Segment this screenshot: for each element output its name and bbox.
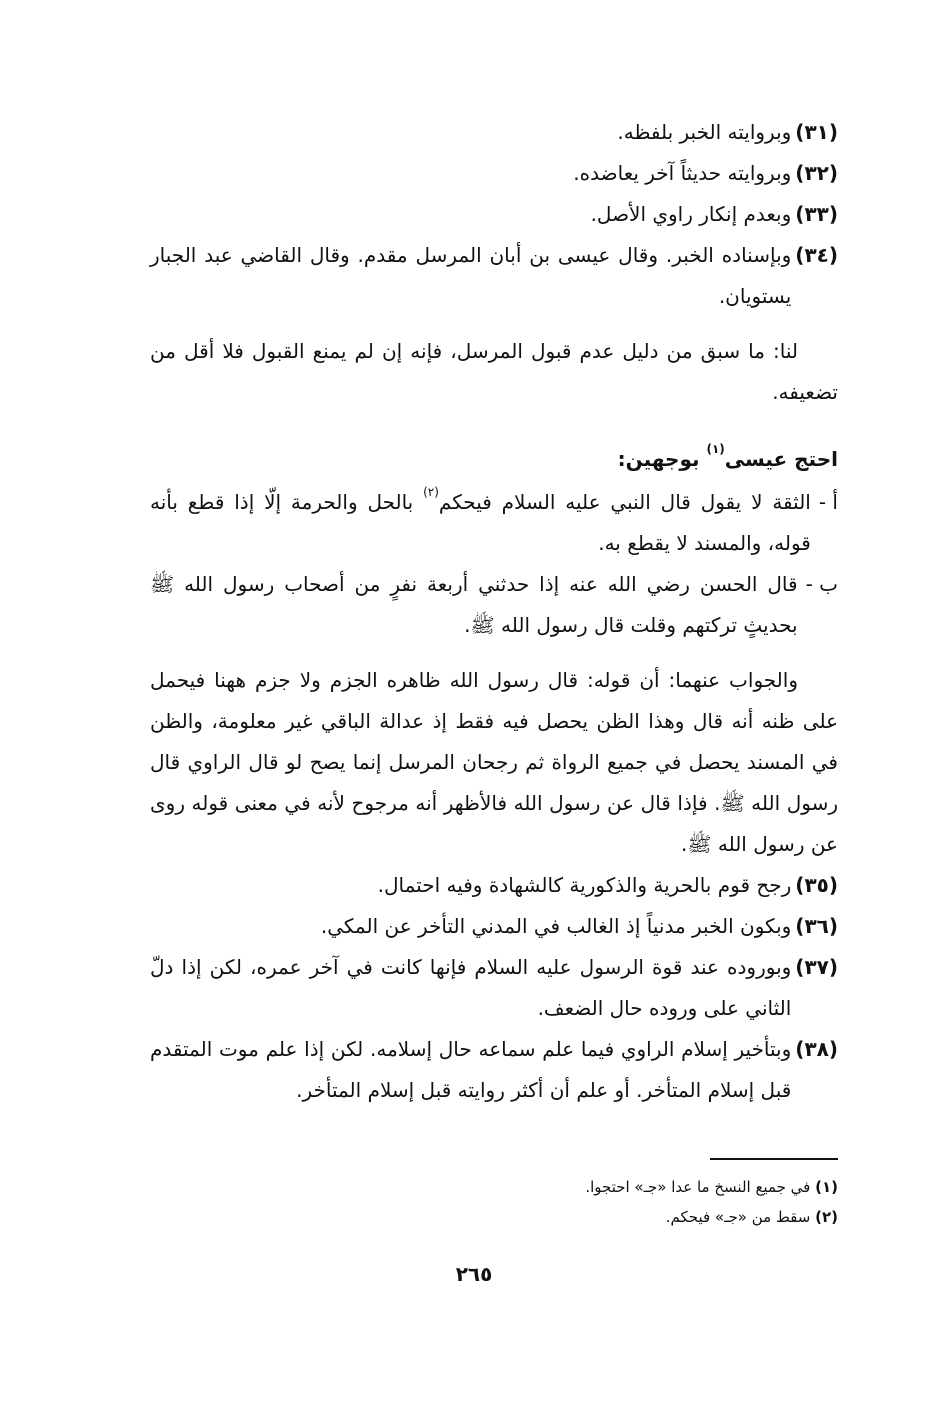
item-number: (٣٥) [795,873,838,897]
item-number: (٣٣) [795,202,838,226]
paragraph-answer: والجواب عنهما: أن قوله: قال رسول الله ظاهره الجزم ولا جزم ههنا فيحمل على ظنه أنه قال وهذا الظن يحصل فيه فقط إذ عدالة الباقي غير معلومة، والظن في المسند يحصل في جميع الرواة ثم رجحان المرسل إنما يصح لو قال الراوي قال رسول الله ﷺ. فإذا قال عن رسول الله فالأظهر أنه مرجوح لأنه في معنى قوله روى عن رسول الله ﷺ. [150,668,838,856]
numbered-item-34 [150,235,838,317]
item-text: وبوروده عند قوة الرسول عليه السلام فإنها كانت في آخر عمره، لكن إذا دلّ الثاني على وروده حال الضعف. [150,955,792,1020]
point-text-start: الثقة لا يقول قال النبي عليه السلام فيحكم [438,490,811,514]
item-text: وبعدم إنكار راوي الأصل. [590,202,792,226]
footnotes [238,1172,838,1232]
main-text [150,112,838,1111]
item-number: (٣٢) [795,161,838,185]
point-b [150,564,838,646]
heading-text: احتج عيسى [724,447,838,471]
point-text-end: بالحل والحرمة إلّا إذا قطع بأنه قوله، والمسند لا يقطع به. [150,490,811,555]
point-letter: أ - [818,490,838,514]
footnote-number: (١) [815,1178,838,1196]
item-number: (٣٧) [795,955,838,979]
item-number: (٣٨) [795,1037,838,1061]
item-number: (٣١) [795,120,838,144]
item-number: (٣٤) [795,243,838,267]
item-text: وبتأخير إسلام الراوي فيما علم سماعه حال إسلامه. لكن إذا علم موت المتقدم قبل إسلام المتأخر. أو علم أن أكثر روايته قبل إسلام المتأخر. [150,1037,792,1102]
heading-text-tail: بوجهين: [617,447,707,471]
footnote-2 [238,1202,838,1232]
page-number: ٢٦٥ [455,1262,493,1286]
point-a [150,482,838,564]
point-text: قال الحسن رضي الله عنه إذا حدثني أربعة نفرٍ من أصحاب رسول الله ﷺ بحديثٍ تركتهم وقلت قال رسول الله ﷺ. [150,572,798,637]
footnote-text: في جميع النسخ ما عدا «جـ» احتجوا. [585,1178,811,1196]
footnote-ref-2: (٢) [423,485,439,499]
numbered-item-35 [150,865,838,906]
footnote-text: سقط من «جـ» فيحكم. [665,1208,811,1226]
item-text: رجح قوم بالحرية والذكورية كالشهادة وفيه احتمال. [377,873,792,897]
item-text: وبإسناده الخبر. وقال عيسى بن أبان المرسل مقدم. وقال القاضي عبد الجبار يستويان. [150,243,792,308]
footnote-divider [710,1158,838,1160]
point-text [150,482,811,564]
numbered-item-32 [150,153,838,194]
item-text: وبروايته حديثاً آخر يعاضده. [573,161,792,185]
numbered-item-37 [150,947,838,1029]
numbered-item-38 [150,1029,838,1111]
item-number: (٣٦) [795,914,838,938]
numbered-item-36 [150,906,838,947]
numbered-item-31 [150,112,838,153]
section-heading [150,439,838,480]
numbered-item-33 [150,194,838,235]
paragraph-lana: لنا: ما سبق من دليل عدم قبول المرسل، فإنه إن لم يمنع القبول فلا أقل من تضعيفه. [150,339,838,404]
footnote-number: (٢) [815,1208,838,1226]
item-text: وبروايته الخبر بلفظه. [617,120,792,144]
item-text: وبكون الخبر مدنياً إذ الغالب في المدني التأخر عن المكي. [320,914,792,938]
footnote-ref-1: (١) [706,442,725,456]
point-letter: ب - [805,572,838,596]
footnote-1 [238,1172,838,1202]
